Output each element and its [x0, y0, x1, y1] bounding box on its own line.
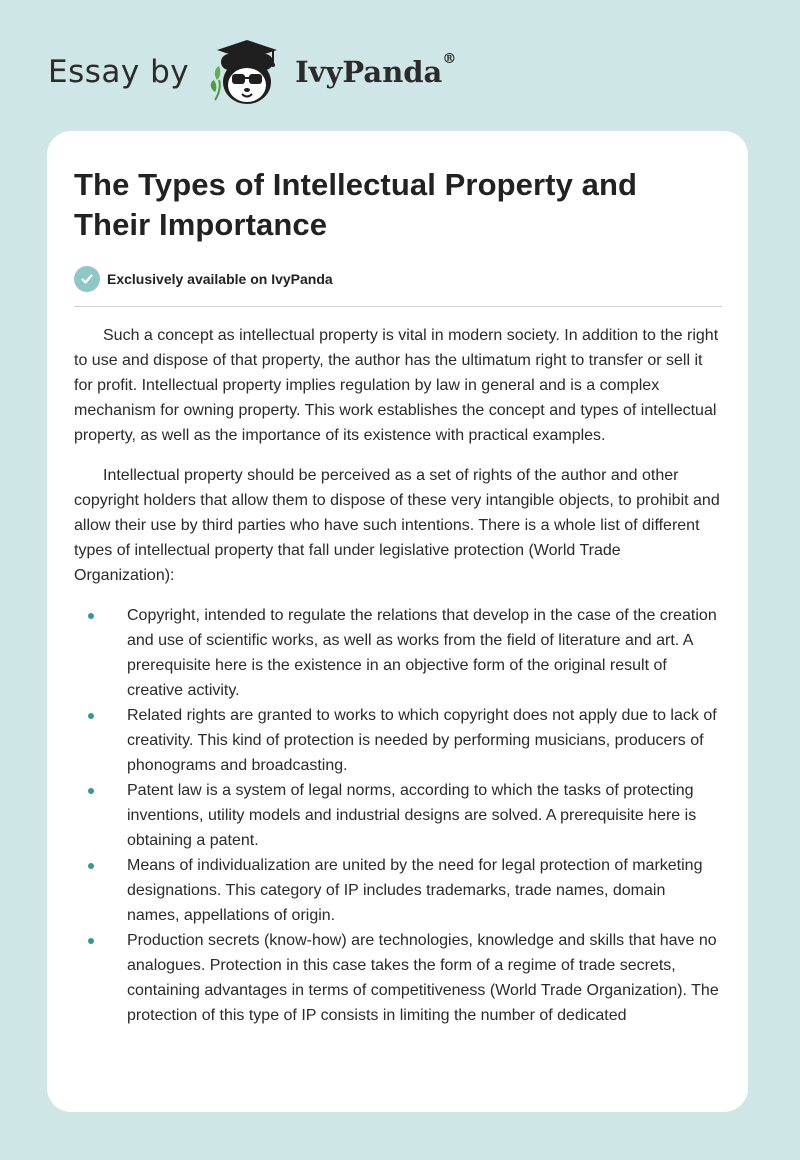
paragraph: Such a concept as intellectual property is vital in modern society. In addition to the right to use and dispose of that property, the author has the ultimatum right to transfer or sell it for profit. Intellectual property implies regulation by law in general and is a complex mechanism for owning property. This work establishes the concept and types of intellectual property, as well as the importance of its existence with practical examples. — [74, 327, 719, 444]
essay-card — [47, 131, 748, 1112]
essay-title: The Types of Intellectual Property and Their Importance — [74, 167, 638, 242]
list-item-text: Means of individualization are united by the need for legal protection of marketing designations. This category of IP includes trademarks, trade names, domain names, appellations of origin. — [127, 857, 703, 924]
brand-name[interactable] — [295, 51, 457, 89]
bullet-icon — [88, 613, 94, 619]
list-item-text: Related rights are granted to works to which copyright does not apply due to lack of creativity. This kind of protection is needed by performing musicians, producers of phonograms and broadcasting. — [127, 707, 717, 774]
list-item — [74, 778, 722, 853]
brand-prefix: Essay by — [48, 54, 190, 90]
bullet-icon — [88, 938, 94, 944]
panda-logo-icon[interactable] — [203, 36, 291, 108]
site-header — [48, 36, 456, 108]
list-item — [74, 603, 722, 703]
list-item — [74, 928, 722, 1028]
exclusive-badge-label: Exclusively available on IvyPanda — [107, 271, 333, 287]
exclusive-badge — [74, 265, 722, 293]
check-icon — [74, 266, 100, 292]
list-item-text: Patent law is a system of legal norms, according to which the tasks of protecting inventions, utility models and industrial designs are solved. A prerequisite here is obtaining a patent. — [127, 782, 697, 849]
essay-body — [74, 323, 722, 1028]
bullet-icon — [88, 788, 94, 794]
paragraph: Intellectual property should be perceived as a set of rights of the author and other copyright holders that allow them to dispose of these very intangible objects, to prohibit and allow their use by third parties who have such intentions. There is a whole list of different types of intellectual property that fall under legislative protection (World Trade Organization): — [74, 467, 720, 584]
divider — [74, 306, 722, 307]
brand-name-text: IvyPanda — [295, 55, 443, 89]
registered-mark: ® — [442, 51, 457, 67]
list-item-text: Copyright, intended to regulate the relations that develop in the case of the creation and use of scientific works, as well as works from the field of literature and art. A prerequisite here is the existence in an objective form of the original result of creative activity. — [127, 607, 717, 699]
bullet-icon — [88, 713, 94, 719]
list-item — [74, 703, 722, 778]
list-item — [74, 853, 722, 928]
ip-types-list — [74, 603, 722, 1028]
bullet-icon — [88, 863, 94, 869]
list-item-text: Production secrets (know-how) are technologies, knowledge and skills that have no analogues. Protection in this case takes the form of a regime of trade secrets, containing advantages in terms of competitiveness (World Trade Organization). The protection of this type of IP consists in limiting the number of dedicated — [127, 932, 719, 1024]
